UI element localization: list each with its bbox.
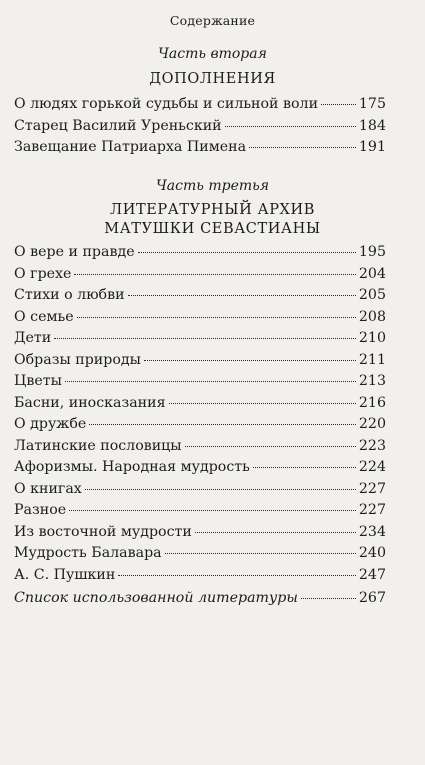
leader-dots	[144, 360, 356, 361]
leader-dots	[169, 403, 356, 404]
toc-entry[interactable]	[14, 116, 386, 138]
toc-entry-page: 220	[358, 416, 386, 432]
part-two-toc	[14, 94, 386, 159]
toc-entry-page: 247	[358, 566, 386, 583]
toc-entry-page: 234	[358, 523, 386, 540]
leader-dots	[128, 295, 356, 296]
toc-entry-page: 240	[358, 545, 386, 561]
leader-dots	[77, 317, 356, 318]
leader-dots	[195, 532, 356, 533]
toc-entry[interactable]	[14, 285, 386, 307]
toc-entry[interactable]	[14, 479, 386, 501]
toc-entry-page: 227	[358, 480, 386, 497]
toc-entry-bibliography[interactable]	[14, 588, 386, 610]
leader-dots	[118, 575, 356, 576]
toc-entry[interactable]	[14, 543, 386, 565]
toc-entry-title: Старец Василий Уреньский	[14, 117, 222, 134]
part-three-title-line2: МАТУШКИ СЕВАСТИАНЫ	[104, 221, 321, 237]
leader-dots	[249, 147, 356, 148]
toc-entry-title: А. С. Пушкин	[14, 566, 116, 583]
toc-entry-page: 267	[358, 590, 386, 606]
toc-entry-title: Афоризмы. Народная мудрость	[14, 459, 250, 475]
toc-entry-title: Латинские пословицы	[14, 437, 182, 454]
toc-entry[interactable]	[14, 522, 386, 544]
leader-dots	[321, 104, 356, 105]
leader-dots	[185, 446, 356, 447]
leader-dots	[138, 252, 356, 253]
running-head: Содержание	[169, 13, 256, 28]
leader-dots	[69, 510, 356, 511]
part-three-label: Часть третья	[155, 178, 270, 194]
leader-dots	[65, 381, 356, 382]
toc-entry[interactable]	[14, 414, 386, 436]
part-three-toc	[14, 242, 386, 586]
toc-entry-title: Разное	[14, 502, 67, 518]
toc-entry-page: 191	[358, 139, 386, 155]
toc-entry-title: Стихи о любви	[14, 287, 125, 303]
toc-entry-title: О грехе	[14, 265, 72, 282]
leader-dots	[54, 338, 356, 339]
toc-entry-page: 211	[358, 351, 386, 368]
toc-entry-page: 204	[358, 265, 386, 282]
toc-entry[interactable]	[14, 393, 386, 415]
leader-dots	[74, 274, 355, 275]
toc-entry-page: 184	[358, 117, 386, 134]
leader-dots	[253, 467, 356, 468]
toc-entry-title: О людях горькой судьбы и сильной воли	[14, 96, 319, 112]
toc-entry-page: 216	[358, 394, 386, 411]
toc-entry[interactable]	[14, 242, 386, 264]
toc-entry-title: Образы природы	[14, 351, 141, 368]
toc-entry-title: О вере и правде	[14, 244, 135, 260]
leader-dots	[225, 126, 356, 127]
toc-entry[interactable]	[14, 94, 386, 116]
leader-dots	[165, 553, 356, 554]
toc-entry-page: 224	[358, 459, 386, 475]
toc-entry-title: О дружбе	[14, 416, 87, 432]
part-two-label: Часть вторая	[158, 46, 267, 62]
toc-entry[interactable]	[14, 457, 386, 479]
toc-entry[interactable]	[14, 500, 386, 522]
toc-entry-title: Басни, иносказания	[14, 394, 166, 411]
bibliography-toc	[14, 588, 386, 610]
part-two-title: ДОПОЛНЕНИЯ	[149, 71, 276, 87]
toc-entry-title: Список использованной литературы	[14, 590, 298, 606]
toc-entry-title: Мудрость Балавара	[14, 545, 162, 561]
toc-entry-title: Из восточной мудрости	[14, 523, 192, 540]
toc-entry[interactable]	[14, 307, 386, 329]
toc-entry-page: 175	[358, 96, 386, 112]
toc-entry-page: 213	[358, 373, 386, 389]
toc-entry[interactable]	[14, 264, 386, 286]
toc-entry[interactable]	[14, 565, 386, 587]
toc-entry[interactable]	[14, 328, 386, 350]
toc-entry-page: 208	[358, 308, 386, 325]
toc-entry-page: 195	[358, 244, 386, 260]
toc-entry[interactable]	[14, 371, 386, 393]
toc-entry-page: 227	[358, 502, 386, 518]
toc-entry-title: Завещание Патриарха Пимена	[14, 139, 247, 155]
toc-entry-title: Цветы	[14, 373, 62, 389]
toc-entry-page: 210	[358, 330, 386, 346]
leader-dots	[301, 598, 356, 599]
toc-entry-title: О семье	[14, 308, 74, 325]
leader-dots	[89, 424, 356, 425]
toc-entry[interactable]	[14, 137, 386, 159]
toc-entry[interactable]	[14, 436, 386, 458]
leader-dots	[85, 489, 356, 490]
part-three-title-line1: ЛИТЕРАТУРНЫЙ АРХИВ	[110, 202, 315, 218]
toc-entry-page: 205	[358, 287, 386, 303]
toc-entry[interactable]	[14, 350, 386, 372]
toc-entry-title: О книгах	[14, 480, 82, 497]
toc-entry-title: Дети	[14, 330, 52, 346]
toc-entry-page: 223	[358, 437, 386, 454]
